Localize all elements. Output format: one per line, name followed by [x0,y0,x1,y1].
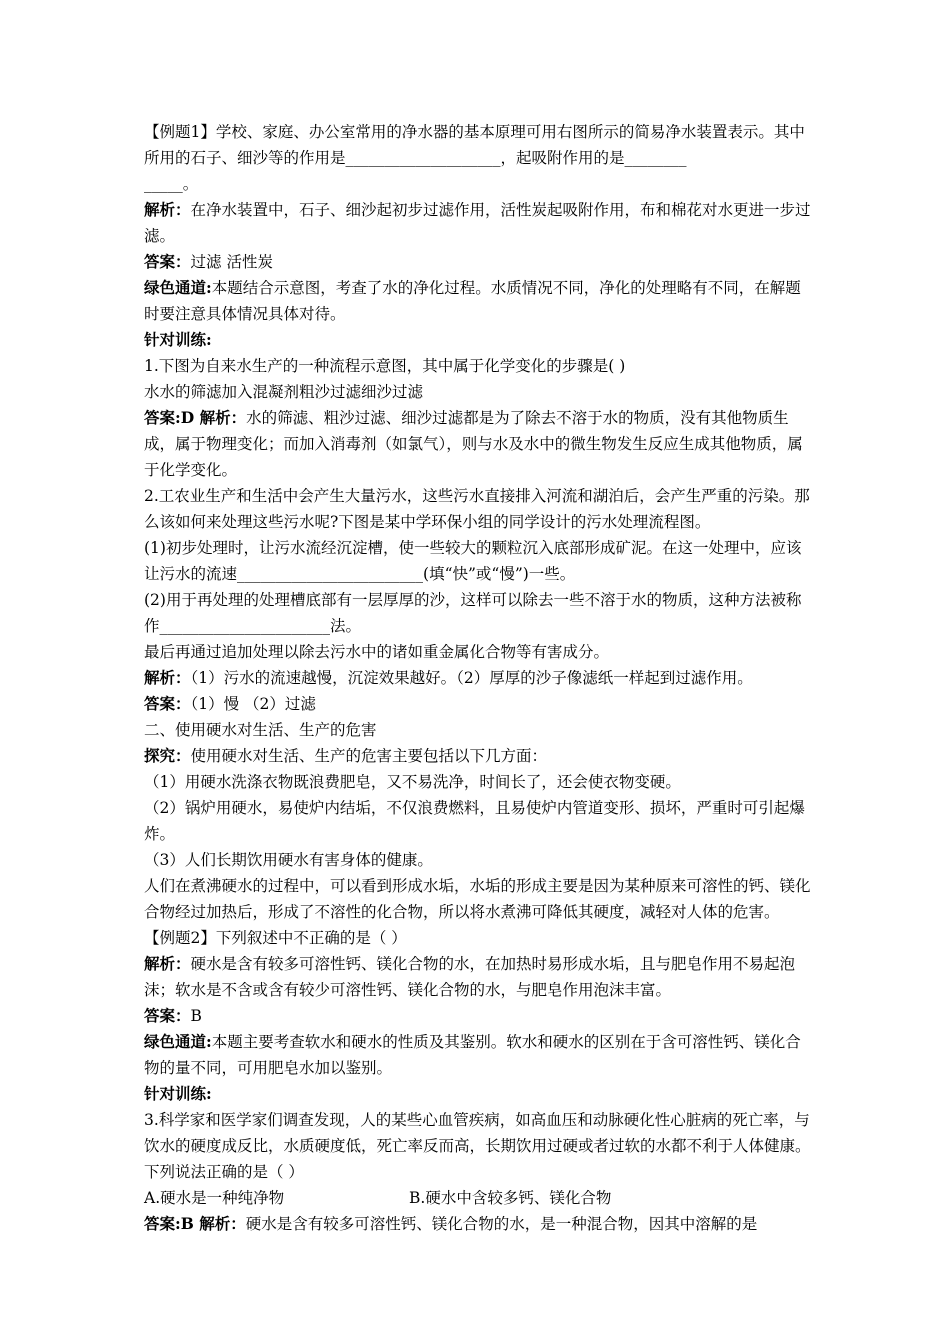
example-label: 【例题1】 [144,123,216,141]
question-3-answer: 答案:B 解析：硬水是含有较多可溶性钙、镁化合物的水，是一种混合物，因其中溶解的是 [144,1214,758,1233]
section-2-heading: 二、使用硬水对生活、生产的危害 [144,721,377,739]
question-3: 3.科学家和医学家们调查发现，人的某些心血管疾病，如高血压和动脉硬化性心脏病的死亡率，与饮水的硬度成反比，水质硬度低，死亡率反而高，长期饮用过硬或者过软的水都不利于人体健康。下列说法正确的是（ ） [144,1111,811,1181]
training-heading-1: 针对训练: [144,330,212,349]
question-2-sub-2: (2)用于再处理的处理槽底部有一层厚厚的沙，这样可以除去一些不溶于水的物质，这种方法被称作______________________法。 [144,591,802,635]
option-a: A.硬水是一种纯净物 [144,1189,285,1207]
example-label: 【例题2】 [144,929,216,947]
section-2-item-1: （1）用硬水洗涤衣物既浪费肥皂，又不易洗净，时间长了，还会使衣物变硬。 [144,773,681,791]
question-2: 2.工农业生产和生活中会产生大量污水，这些污水直接排入河流和湖泊后，会产生严重的污染。那么该如何来处理这些污水呢?下图是某中学环保小组的同学设计的污水处理流程图。 [144,487,810,531]
example-2-answer: 答案：B [144,1006,202,1025]
answer-blank: ________________________ [237,565,424,583]
example-1-answer: 答案：过滤 活性炭 [144,252,273,271]
section-2-paragraph: 人们在煮沸硬水的过程中，可以看到形成水垢，水垢的形成主要是因为某种原来可溶性的钙、镁化合物经过加热后，形成了不溶性的化合物，所以将水煮沸可降低其硬度，减轻对人体的危害。 [144,877,811,921]
example-1-question: 【例题1】学校、家庭、办公室常用的净水器的基本原理可用右图所示的简易净水装置表示。其中所用的石子、细沙等的作用是____________________，起吸附作用的是________ _____。 [144,123,805,193]
answer-blank: ______________________ [159,617,331,635]
question-2-final: 最后再通过追加处理以除去污水中的诸如重金属化合物等有害成分。 [144,643,610,661]
question-1-flow: 水水的筛滤加入混凝剂粗沙过滤细沙过滤 [144,383,424,401]
section-2-explore: 探究：使用硬水对生活、生产的危害主要包括以下几方面： [144,746,548,765]
question-2-sub-1: (1)初步处理时，让污水流经沉淀槽，使一些较大的颗粒沉入底部形成矿泥。在这一处理中，应该让污水的流速________________________(填“快”或“慢”)一些。 [144,539,802,583]
example-1-green-channel: 绿色通道:本题结合示意图，考查了水的净化过程。水质情况不同，净化的处理略有不同，在解题时要注意具体情况具体对待。 [144,278,801,323]
training-heading-2: 针对训练: [144,1084,212,1103]
example-2-green-channel: 绿色通道:本题主要考查软水和硬水的性质及其鉴别。软水和硬水的区别在于含可溶性钙、镁化合物的量不同，可用肥皂水加以鉴别。 [144,1032,801,1077]
example-2-question: 【例题2】下列叙述中不正确的是（ ） [144,929,407,947]
example-2-analysis: 解析：硬水是含有较多可溶性钙、镁化合物的水，在加热时易形成水垢，且与肥皂作用不易起泡沫；软水是不含或含有较少可溶性钙、镁化合物的水，与肥皂作用泡沫丰富。 [144,954,796,999]
section-2-item-2: （2）锅炉用硬水，易使炉内结垢，不仅浪费燃料，且易使炉内管道变形、损坏，严重时可引起爆炸。 [144,799,805,843]
question-2-answer: 答案：（1）慢 （2）过滤 [144,694,316,713]
answer-blank: ____________________ [345,149,501,167]
example-1-analysis: 解析：在净水装置中，石子、细沙起初步过滤作用，活性炭起吸附作用，布和棉花对水更进一步过滤。 [144,200,811,245]
document-page [144,119,812,1237]
question-3-options [144,1185,812,1211]
question-1-answer: 答案:D 解析：水的筛滤、粗沙过滤、细沙过滤都是为了除去不溶于水的物质，没有其他物质生成，属于物理变化；而加入消毒剂（如氯气），则与水及水中的微生物发生反应生成其他物质，属于化学变化。 [144,408,803,479]
option-b: B.硬水中含较多钙、镁化合物 [409,1189,612,1207]
question-1: 1.下图为自来水生产的一种流程示意图，其中属于化学变化的步骤是( ) [144,357,626,375]
question-2-analysis: 解析：（1）污水的流速越慢，沉淀效果越好。（2）厚厚的沙子像滤纸一样起到过滤作用。 [144,668,753,687]
section-2-item-3: （3）人们长期饮用硬水有害身体的健康。 [144,851,433,869]
